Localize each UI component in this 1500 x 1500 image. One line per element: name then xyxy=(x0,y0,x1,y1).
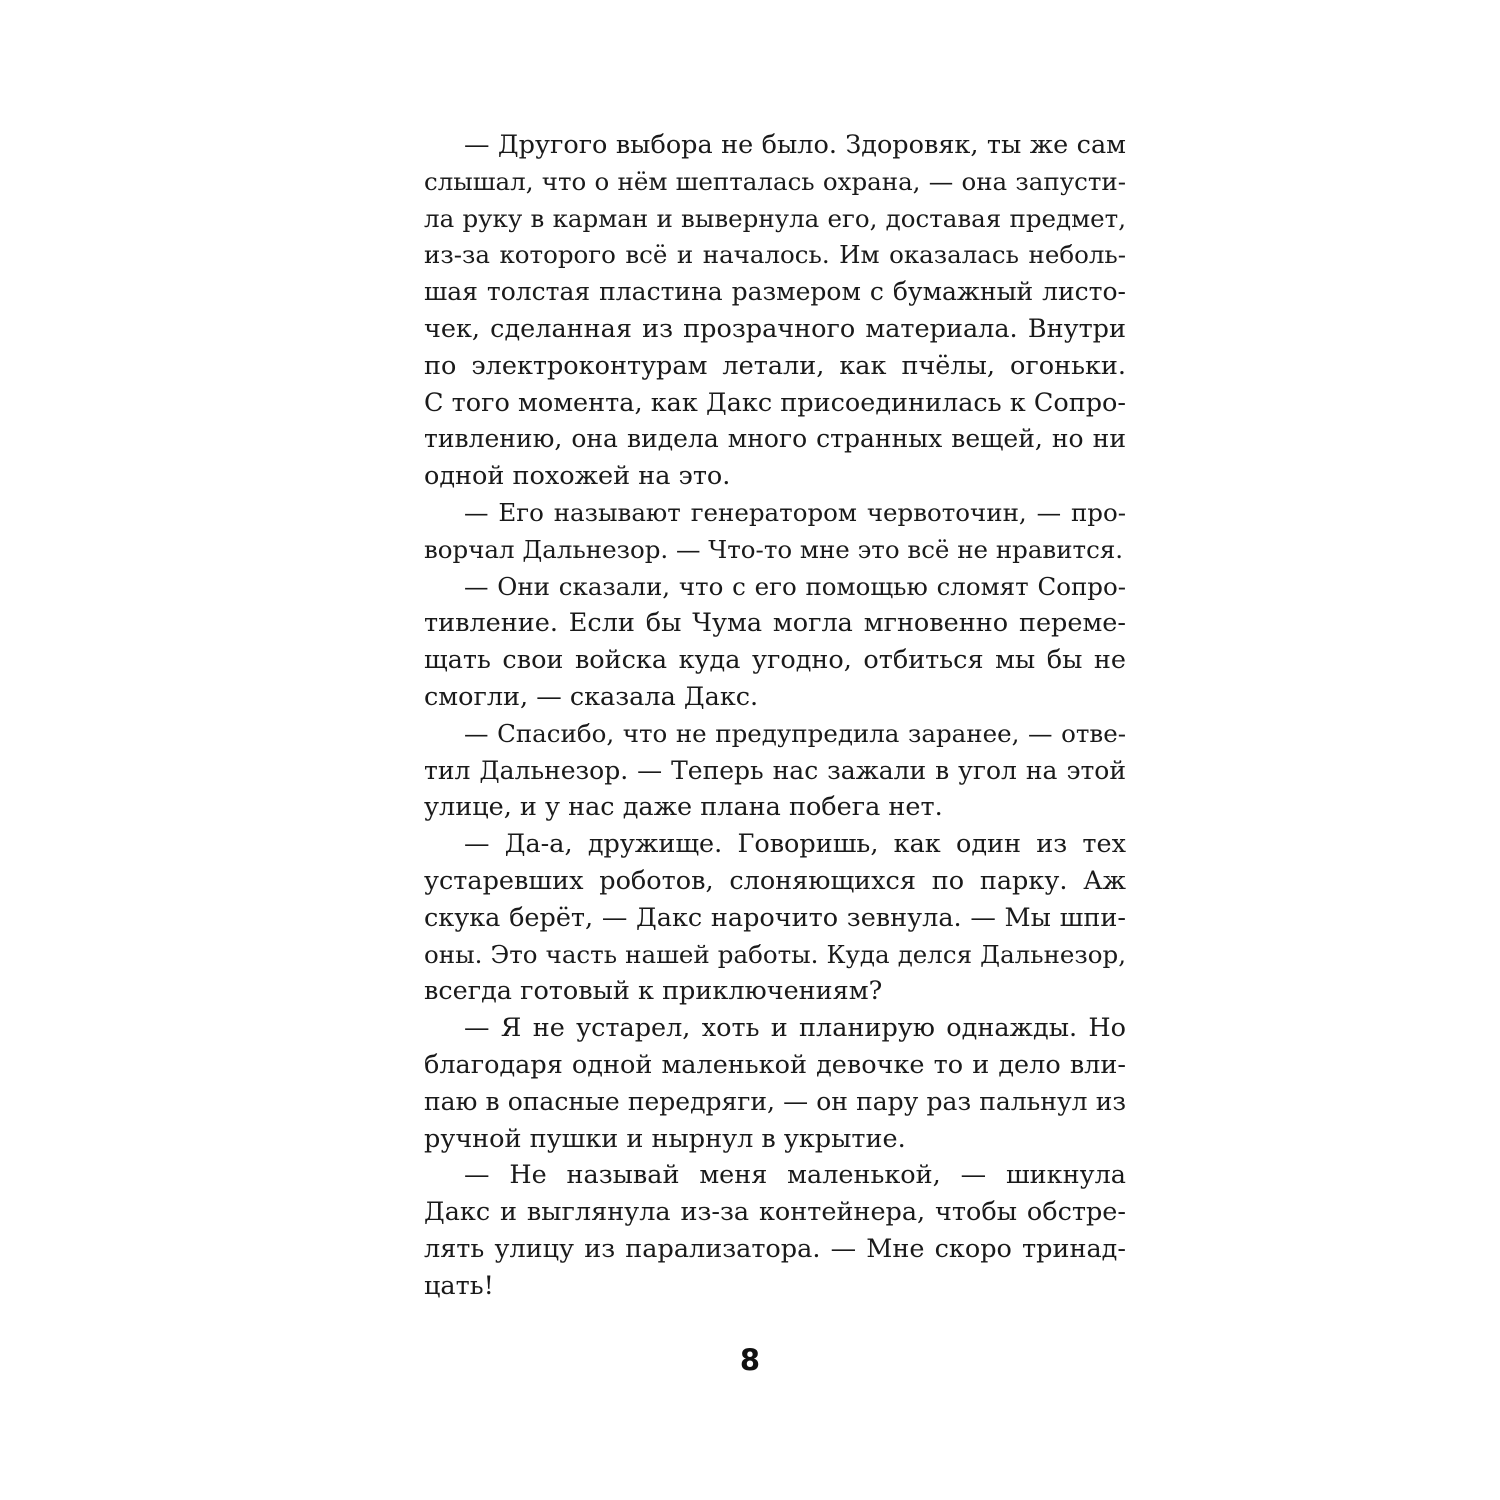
text-line: слышал, что о нём шепталась охрана, — она запусти- xyxy=(424,166,1126,196)
text-line: — Я не устарел, хоть и планирую однажды. Но xyxy=(464,1013,1126,1044)
text-line: паю в опасные передряги, — он пару раз пальнул из xyxy=(424,1086,1126,1116)
text-line: шая толстая пластина размером с бумажный листо- xyxy=(424,277,1126,307)
text-line: всегда готовый к приключениям? xyxy=(424,976,883,1007)
text-line: из-за которого всё и началось. Им оказалась неболь- xyxy=(424,240,1126,270)
text-line: одной похожей на это. xyxy=(424,461,731,492)
text-line: тивление. Если бы Чума могла мгновенно переме- xyxy=(424,608,1126,639)
text-line: улице, и у нас даже плана побега нет. xyxy=(424,792,943,823)
page-body-text xyxy=(424,127,1126,1305)
text-line: лять улицу из парализатора. — Мне скоро тринад- xyxy=(424,1233,1126,1264)
text-line: тивлению, она видела много странных вещей, но ни xyxy=(424,424,1126,454)
text-line: тил Дальнезор. — Теперь нас зажали в угол на этой xyxy=(424,755,1126,785)
text-line: ручной пушки и нырнул в укрытие. xyxy=(424,1123,906,1154)
text-line: — Не называй меня маленькой, — шикнула xyxy=(464,1160,1126,1191)
text-line: устаревших роботов, слоняющихся по парку. Аж xyxy=(424,865,1126,896)
text-line: оны. Это часть нашей работы. Куда делся Дальнезор, xyxy=(424,939,1126,969)
text-line: — Спасибо, что не предупредила заранее, — отве- xyxy=(464,718,1126,748)
text-line: — Они сказали, что с его помощью сломят Сопро- xyxy=(464,571,1126,601)
text-line: смогли, — сказала Дакс. xyxy=(424,681,759,712)
page-number: 8 xyxy=(739,1343,761,1377)
text-line: цать! xyxy=(424,1270,494,1301)
text-line: — Другого выбора не было. Здоровяк, ты же сам xyxy=(464,130,1126,160)
text-line: скука берёт, — Дакс нарочито зевнула. — Мы шпи- xyxy=(424,902,1126,933)
text-line: щать свои войска куда угодно, отбиться мы бы не xyxy=(424,645,1126,676)
text-line: С того момента, как Дакс присоединилась к Сопро- xyxy=(424,387,1126,418)
text-line: благодаря одной маленькой девочке то и дело вли- xyxy=(424,1049,1126,1080)
text-line: ла руку в карман и вывернула его, доставая предмет, xyxy=(424,203,1126,233)
text-line: ворчал Дальнезор. — Что-то мне это всё не нравится. xyxy=(424,534,1124,564)
text-line: чек, сделанная из прозрачного материала. Внутри xyxy=(424,313,1126,344)
text-line: — Его называют генератором червоточин, — про- xyxy=(464,497,1126,527)
text-line: Дакс и выглянула из-за контейнера, чтобы обстре- xyxy=(424,1197,1126,1228)
text-line: по электроконтурам летали, как пчёлы, огоньки. xyxy=(424,350,1126,381)
text-line: — Да-а, дружище. Говоришь, как один из тех xyxy=(464,829,1126,860)
